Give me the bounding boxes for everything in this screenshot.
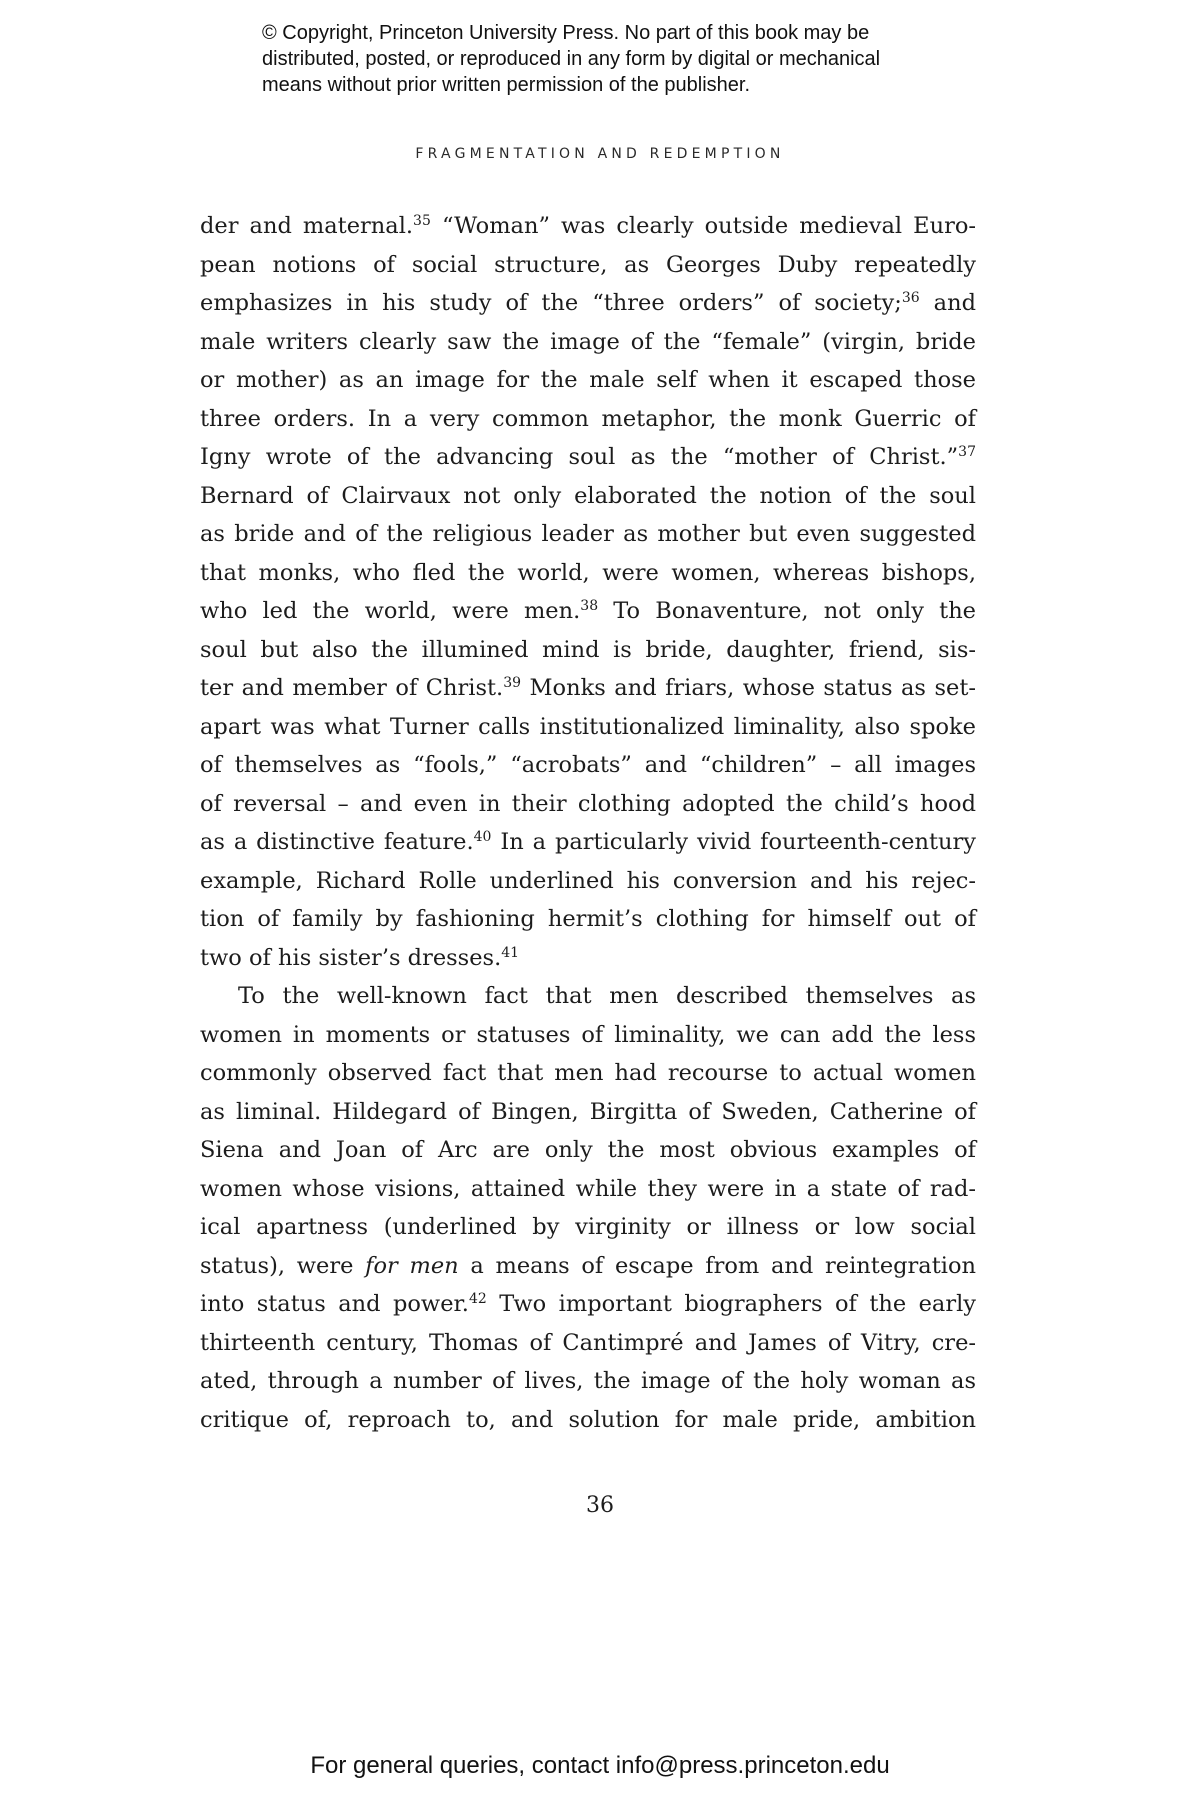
footnote-ref: 40: [473, 829, 492, 845]
running-head: FRAGMENTATION AND REDEMPTION: [415, 146, 785, 162]
footnote-ref: 35: [413, 213, 431, 229]
footnote-ref: 36: [901, 290, 920, 306]
text-line: Igny wrote of the advancing soul as the “mother of Christ.”$^{37}$: [200, 444, 976, 470]
text-line: status), were for men a means of escape from and reintegration: [200, 1252, 976, 1279]
text-line: who led the world, were men.$^{38}$ To Bonaventure, not only the: [200, 598, 977, 624]
footnote-ref: 38: [580, 598, 599, 614]
text-line: commonly observed fact that men had recourse to actual women: [200, 1060, 976, 1086]
text-line: of themselves as “fools,” “acrobats” and “children” – all images: [200, 752, 976, 778]
text-line: ical apartness (underlined by virginity or illness or low social: [200, 1214, 976, 1240]
text-line: women whose visions, attained while they were in a state of rad-: [200, 1175, 976, 1202]
footnote-ref: 37: [958, 444, 976, 460]
text-line: of reversal – and even in their clothing adopted the child’s hood: [200, 790, 976, 817]
text-line: soul but also the illumined mind is bride, daughter, friend, sis-: [200, 636, 976, 663]
footnote-ref: 41: [501, 944, 520, 961]
text-line: three orders. In a very common metaphor, the monk Guerric of: [200, 405, 976, 432]
text-line: women in moments or statuses of liminality, we can add the less: [200, 1021, 976, 1048]
text-line: pean notions of social structure, as Georges Duby repeatedly: [200, 251, 976, 278]
text-line: tion of family by fashioning hermit’s clothing for himself out of: [200, 906, 976, 932]
copyright-line: means without prior written permission of the publisher.: [262, 74, 751, 96]
text-line: ter and member of Christ.$^{39}$ Monks and friars, whose status as set-: [200, 675, 976, 701]
page-number: 36: [586, 1493, 614, 1518]
text-line: ated, through a number of lives, the image of the holy woman as: [200, 1368, 976, 1394]
text-line: or mother) as an image for the male self when it escaped those: [200, 367, 976, 393]
text-line: as bride and of the religious leader as mother but even suggested: [200, 521, 976, 547]
text-line: into status and power.$^{42}$ Two important biographers of the early: [200, 1291, 976, 1317]
text-line: as a distinctive feature.$^{40}$ In a particularly vivid fourteenth-century: [200, 829, 976, 855]
footnote-ref: 39: [503, 675, 522, 691]
body-text: [200, 207, 976, 1439]
text-line: that monks, who fled the world, were women, whereas bishops,: [200, 559, 976, 586]
copyright-line: © Copyright, Princeton University Press. No part of this book may be: [262, 22, 870, 44]
text-line: two of his sister’s dresses.$^{41}$: [200, 944, 520, 971]
text-line: Bernard of Clairvaux not only elaborated the notion of the soul: [200, 482, 976, 509]
text-line: thirteenth century, Thomas of Cantimpré and James of Vitry, cre-: [200, 1329, 976, 1356]
text-line: der and maternal.$^{35}$ “Woman” was clearly outside medieval Euro-: [200, 213, 976, 239]
text-line: example, Richard Rolle underlined his conversion and his rejec-: [200, 867, 976, 894]
emphasis: for men: [365, 1252, 459, 1279]
footnote-ref: 42: [468, 1291, 487, 1307]
copyright-notice: [262, 20, 982, 98]
footer-contact: For general queries, contact info@press.princeton.edu: [310, 1752, 890, 1779]
text-line: male writers clearly saw the image of the “female” (virgin, bride: [200, 328, 976, 355]
text-line: as liminal. Hildegard of Bingen, Birgitta of Sweden, Catherine of: [200, 1098, 976, 1125]
copyright-line: distributed, posted, or reproduced in any form by digital or mechanical: [262, 48, 881, 70]
text-line: critique of, reproach to, and solution for male pride, ambition: [200, 1406, 976, 1433]
text-line: apart was what Turner calls institutionalized liminality, also spoke: [200, 713, 976, 740]
text-line: Siena and Joan of Arc are only the most obvious examples of: [200, 1137, 976, 1163]
text-line: emphasizes in his study of the “three orders” of society;$^{36}$ and: [200, 290, 976, 316]
text-line: To the well-known fact that men described themselves as: [238, 983, 976, 1009]
